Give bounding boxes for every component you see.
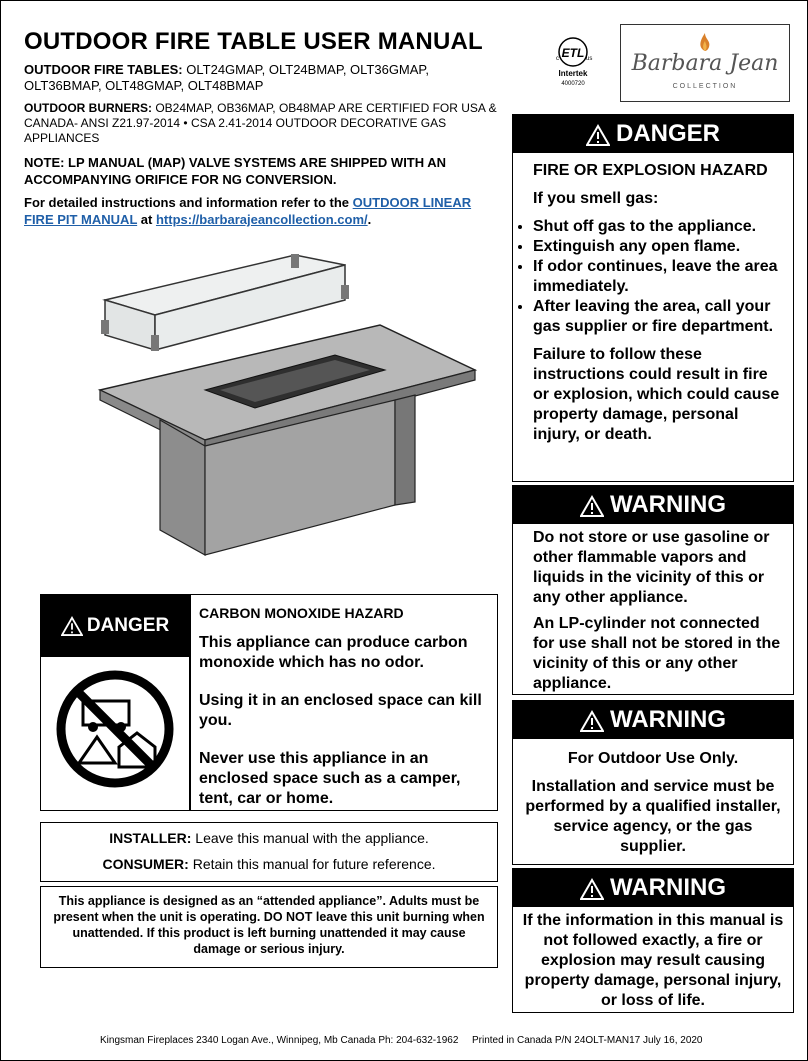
- refer-end: .: [367, 212, 372, 227]
- installation-warning: Installation and service must be performed by a qualified installer, service agency, or the gas supplier.: [525, 778, 781, 855]
- warning-label: WARNING: [610, 874, 726, 901]
- co-never-enclosed: Never use this appliance in an enclosed space such as a camper, tent, car or home.: [199, 750, 461, 807]
- manual-warning: If the information in this manual is not followed exactly, a fire or explosion may result causing property damage, personal injury, or loss of life.: [522, 912, 784, 1009]
- warning-triangle-icon: [580, 878, 604, 900]
- warning-triangle-icon: [580, 495, 604, 517]
- installer-label: INSTALLER:: [109, 830, 192, 846]
- danger-header: [513, 115, 793, 153]
- footer: [100, 1035, 703, 1046]
- list-item: • After leaving the area, call your gas supplier or fire department.: [533, 297, 793, 337]
- fire-hazard-heading: FIRE OR EXPLOSION HAZARD: [533, 162, 768, 179]
- fire-tables-label: OUTDOOR FIRE TABLES:: [24, 62, 183, 77]
- fire-table-models: [24, 62, 504, 94]
- co-divider: [189, 595, 191, 810]
- refer-paragraph: [24, 194, 504, 228]
- burner-certification: [24, 101, 504, 146]
- warning-header: [513, 869, 793, 907]
- barbara-jean-logo: [620, 24, 790, 102]
- attended-appliance-box: [40, 886, 498, 968]
- co-danger-header: [41, 595, 189, 657]
- logo-collection: COLLECTION: [672, 83, 738, 90]
- warning-label: WARNING: [610, 706, 726, 733]
- danger-fire-box: [512, 114, 794, 482]
- intertek-number: 4000720: [561, 81, 585, 87]
- page-title: OUTDOOR FIRE TABLE USER MANUAL: [24, 28, 483, 55]
- warning-triangle-icon: [580, 710, 604, 732]
- co-danger-label: DANGER: [86, 615, 170, 636]
- lp-note: NOTE: LP MANUAL (MAP) VALVE SYSTEMS ARE SHIPPED WITH AN ACCOMPANYING ORIFICE FOR NG CONVERSION.: [24, 155, 447, 187]
- intertek-brand: Intertek: [558, 69, 588, 78]
- carbon-monoxide-box: [40, 594, 498, 811]
- warning-header: [513, 701, 793, 739]
- danger-label: DANGER: [615, 120, 720, 147]
- fire-table-illustration: [95, 240, 495, 560]
- no-enclosed-space-icon: [53, 667, 177, 791]
- list-item: • Extinguish any open flame.: [533, 237, 793, 257]
- etl-mark: ETL: [561, 46, 585, 60]
- list-item: • If odor continues, leave the area immediately.: [533, 257, 793, 297]
- co-odorless: This appliance can produce carbon monoxide which has no odor.: [199, 634, 468, 671]
- warning-header: [513, 486, 793, 524]
- attended-text: This appliance is designed as an “attended appliance”. Adults must be present when the unit is operating. DO NOT leave this unit burning when unattended. If this product is left burning unattended it may cause damage or serious injury.: [53, 894, 485, 956]
- etl-us: us: [586, 56, 593, 62]
- installer-text: Leave this manual with the appliance.: [195, 830, 429, 846]
- warning-triangle-icon: [586, 124, 610, 146]
- footer-print-info: Printed in Canada P/N 24OLT-MAN17 July 16, 2020: [472, 1035, 703, 1046]
- installer-line: [41, 830, 497, 846]
- list-item: • Shut off gas to the appliance.: [533, 217, 793, 237]
- co-enclosed-kill: Using it in an enclosed space can kill you.: [199, 692, 482, 729]
- footer-address: Kingsman Fireplaces 2340 Logan Ave., Winnipeg, Mb Canada Ph: 204-632-1962: [100, 1035, 459, 1046]
- outdoor-use-only: For Outdoor Use Only.: [567, 750, 739, 767]
- warning-outdoor-box: [512, 700, 794, 865]
- consumer-label: CONSUMER:: [102, 856, 189, 872]
- etl-certification-logo: [548, 30, 598, 100]
- smell-gas-intro: If you smell gas:: [533, 190, 659, 207]
- etl-c: c: [556, 56, 559, 62]
- vapors-warning: Do not store or use gasoline or other flammable vapors and liquids in the vicinity of this or any other appliance.: [533, 529, 770, 606]
- warning-triangle-icon: [61, 616, 83, 636]
- manual-link[interactable]: OUTDOOR LINEAR FIRE PIT MANUAL: [24, 195, 472, 227]
- co-heading: CARBON MONOXIDE HAZARD: [199, 605, 404, 621]
- warning-vapors-box: [512, 485, 794, 695]
- website-link[interactable]: https://barbarajeancollection.com/: [155, 212, 368, 227]
- logo-name: Barbara Jean: [631, 51, 779, 76]
- lp-cylinder-warning: An LP-cylinder not connected for use shall not be stored in the vicinity of this or any other appliance.: [533, 615, 781, 692]
- burners-label: OUTDOOR BURNERS:: [24, 101, 152, 115]
- consumer-line: [41, 856, 497, 872]
- fire-tables-models: OLT24GMAP, OLT24BMAP, OLT36GMAP, OLT36BMAP, OLT48GMAP, OLT48BMAP: [24, 62, 430, 93]
- warning-manual-box: [512, 868, 794, 1013]
- burners-text: OB24MAP, OB36MAP, OB48MAP ARE CERTIFIED FOR USA & CANADA- ANSI Z21.97-2014 • CSA 2.41-2014 OUTDOOR DECORATIVE GAS APPLIANCES: [24, 101, 497, 145]
- warning-label: WARNING: [610, 491, 726, 518]
- refer-at: at: [140, 212, 153, 227]
- flame-icon: [693, 31, 717, 53]
- refer-prefix: For detailed instructions and information refer to the: [24, 195, 350, 210]
- failure-warning: Failure to follow these instructions could result in fire or explosion, which could cause property damage, personal injury, or death.: [533, 346, 780, 443]
- consumer-text: Retain this manual for future reference.: [192, 856, 436, 872]
- installer-consumer-box: [40, 822, 498, 882]
- gas-instructions-list: [513, 217, 793, 337]
